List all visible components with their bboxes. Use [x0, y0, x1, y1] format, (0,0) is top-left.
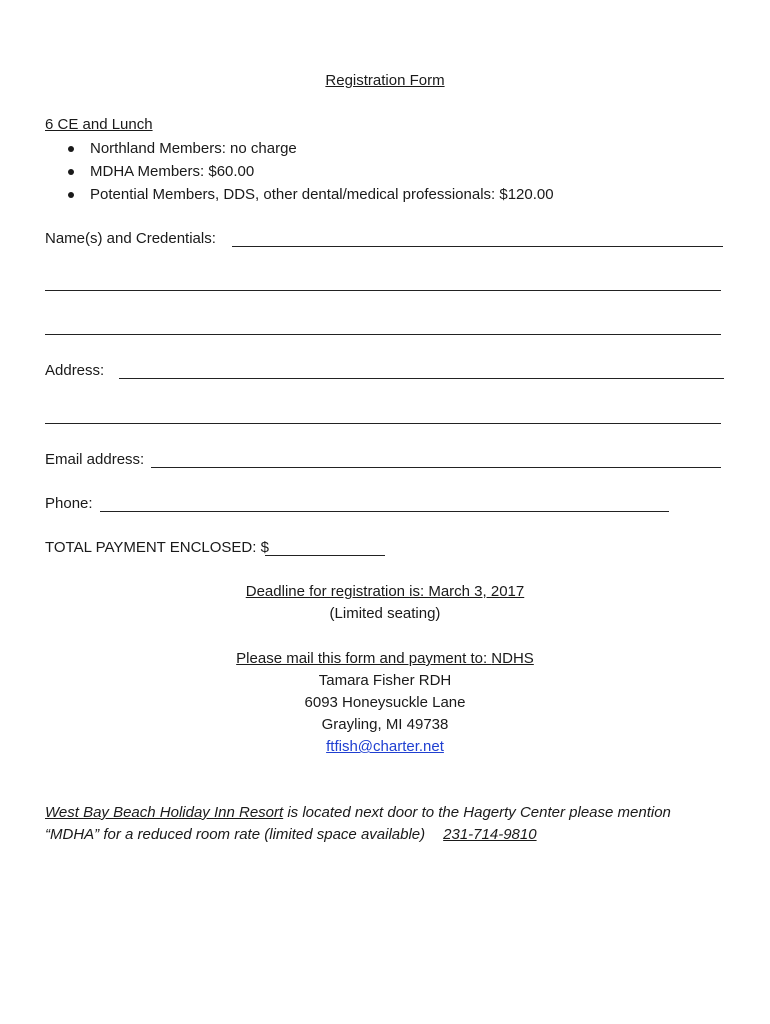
- hotel-note-line-2: [45, 826, 537, 844]
- hotel-phone: 231-714-9810: [443, 826, 537, 843]
- list-item: Northland Members: no charge: [45, 137, 554, 160]
- hotel-note-rest: is located next door to the Hagerty Center please mention: [283, 804, 671, 821]
- hotel-note-rate: “MDHA” for a reduced room rate (limited space available): [45, 826, 426, 843]
- payment-label: TOTAL PAYMENT ENCLOSED: $: [45, 539, 269, 556]
- mail-email-link[interactable]: ftfish@charter.net: [326, 738, 444, 755]
- mail-prefix: Please mail this form and payment to:: [236, 650, 492, 667]
- deadline-text: Deadline for registration is: March 3, 2017: [245, 583, 525, 600]
- mail-email-row: [0, 738, 770, 756]
- address-label: Address:: [45, 362, 105, 379]
- mail-instruction: [0, 650, 770, 668]
- phone-field-line[interactable]: [100, 511, 669, 512]
- form-title: Registration Form: [325, 72, 445, 89]
- section-heading: 6 CE and Lunch: [45, 116, 153, 133]
- mail-street: 6093 Honeysuckle Lane: [304, 694, 466, 711]
- list-item: Potential Members, DDS, other dental/medical professionals: $120.00: [45, 183, 554, 206]
- address-field-line[interactable]: [119, 378, 724, 379]
- bullet-icon: [68, 146, 74, 152]
- phone-label: Phone:: [45, 495, 93, 512]
- address-field-line-2[interactable]: [45, 423, 721, 424]
- pricing-list: [45, 137, 554, 206]
- mail-city: Grayling, MI 49738: [321, 716, 449, 733]
- email-label: Email address:: [45, 451, 145, 468]
- mail-name: Tamara Fisher RDH: [318, 672, 452, 689]
- hotel-name: West Bay Beach Holiday Inn Resort: [45, 804, 284, 821]
- hotel-note-line-1: [45, 804, 671, 822]
- mail-org: NDHS: [491, 650, 534, 667]
- names-field-line-3[interactable]: [45, 334, 721, 335]
- email-field-line[interactable]: [151, 467, 721, 468]
- bullet-icon: [68, 169, 74, 175]
- names-label: Name(s) and Credentials:: [45, 230, 216, 247]
- payment-field-line[interactable]: [265, 555, 385, 556]
- names-field-line[interactable]: [232, 246, 723, 247]
- names-field-line-2[interactable]: [45, 290, 721, 291]
- deadline-note: (Limited seating): [329, 605, 441, 622]
- bullet-icon: [68, 192, 74, 198]
- list-item: MDHA Members: $60.00: [45, 160, 554, 183]
